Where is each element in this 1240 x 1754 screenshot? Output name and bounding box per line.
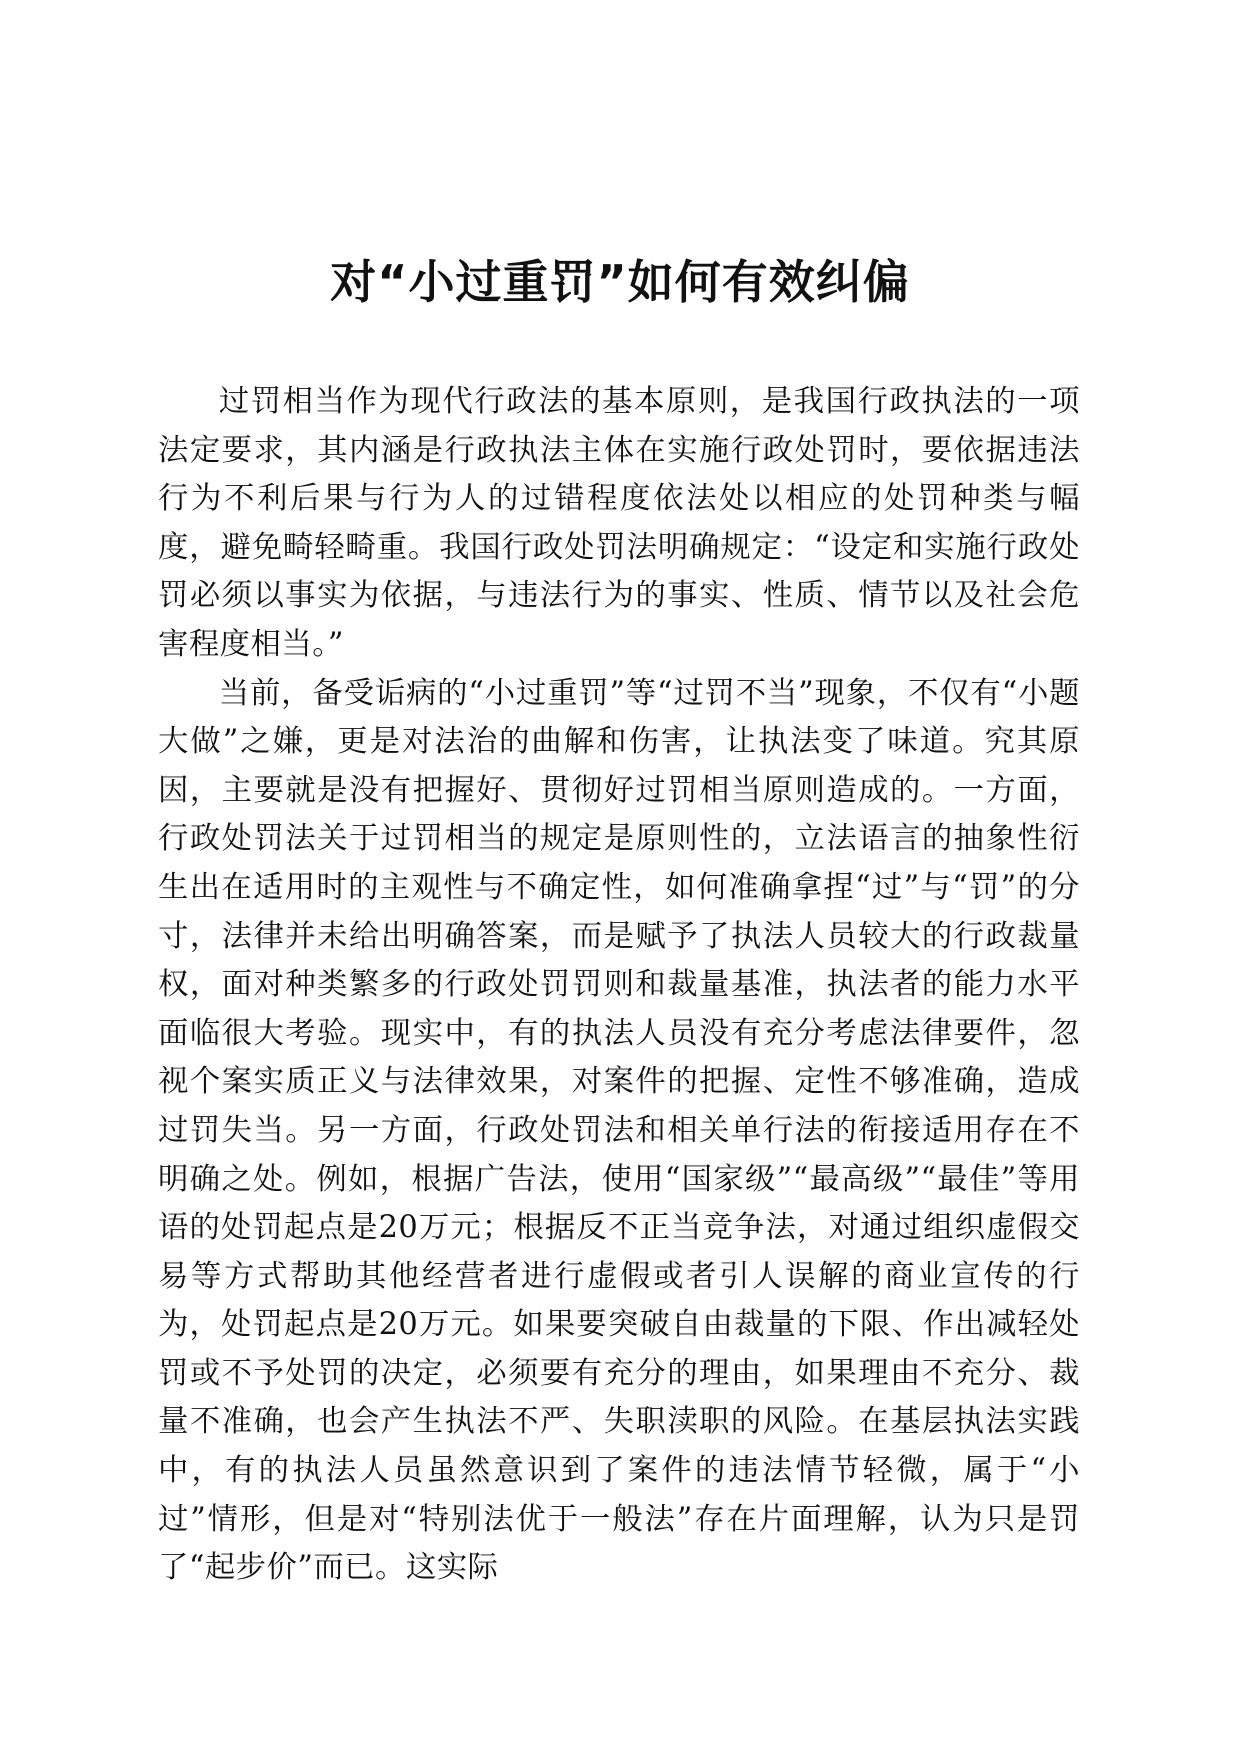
document-body [158, 378, 1080, 1593]
body-paragraph: 当前，备受诟病的“小过重罚”等“过罚不当”现象，不仅有“小题大做”之嫌，更是对法治的曲解和伤害，让执法变了味道。究其原因，主要就是没有把握好、贯彻好过罚相当原则造成的。一方面，行政处罚法关于过罚相当的规定是原则性的，立法语言的抽象性衍生出在适用时的主观性与不确定性，如何准确拿捏“过”与“罚”的分寸，法律并未给出明确答案，而是赋予了执法人员较大的行政裁量权，面对种类繁多的行政处罚罚则和裁量基准，执法者的能力水平面临很大考验。现实中，有的执法人员没有充分考虑法律要件，忽视个案实质正义与法律效果，对案件的把握、定性不够准确，造成过罚失当。另一方面，行政处罚法和相关单行法的衔接适用存在不明确之处。例如，根据广告法，使用“国家级”“最高级”“最佳”等用语的处罚起点是20万元；根据反不正当竞争法，对通过组织虚假交易等方式帮助其他经营者进行虚假或者引人误解的商业宣传的行为，处罚起点是20万元。如果要突破自由裁量的下限、作出减轻处罚或不予处罚的决定，必须要有充分的理由，如果理由不充分、裁量不准确，也会产生执法不严、失职渎职的风险。在基层执法实践中，有的执法人员虽然意识到了案件的违法情节轻微，属于“小过”情形，但是对“特别法优于一般法”存在片面理解，认为只是罚了“起步价”而已。这实际 [158, 675, 1080, 1586]
body-paragraph: 过罚相当作为现代行政法的基本原则，是我国行政执法的一项法定要求，其内涵是行政执法主体在实施行政处罚时，要依据违法行为不利后果与行为人的过错程度依法处以相应的处罚种类与幅度，避免畸轻畸重。我国行政处罚法明确规定：“设定和实施行政处罚必须以事实为依据，与违法行为的事实、性质、情节以及社会危害程度相当。” [158, 384, 1080, 662]
document-title: 对“小过重罚”如何有效纠偏 [330, 255, 910, 309]
